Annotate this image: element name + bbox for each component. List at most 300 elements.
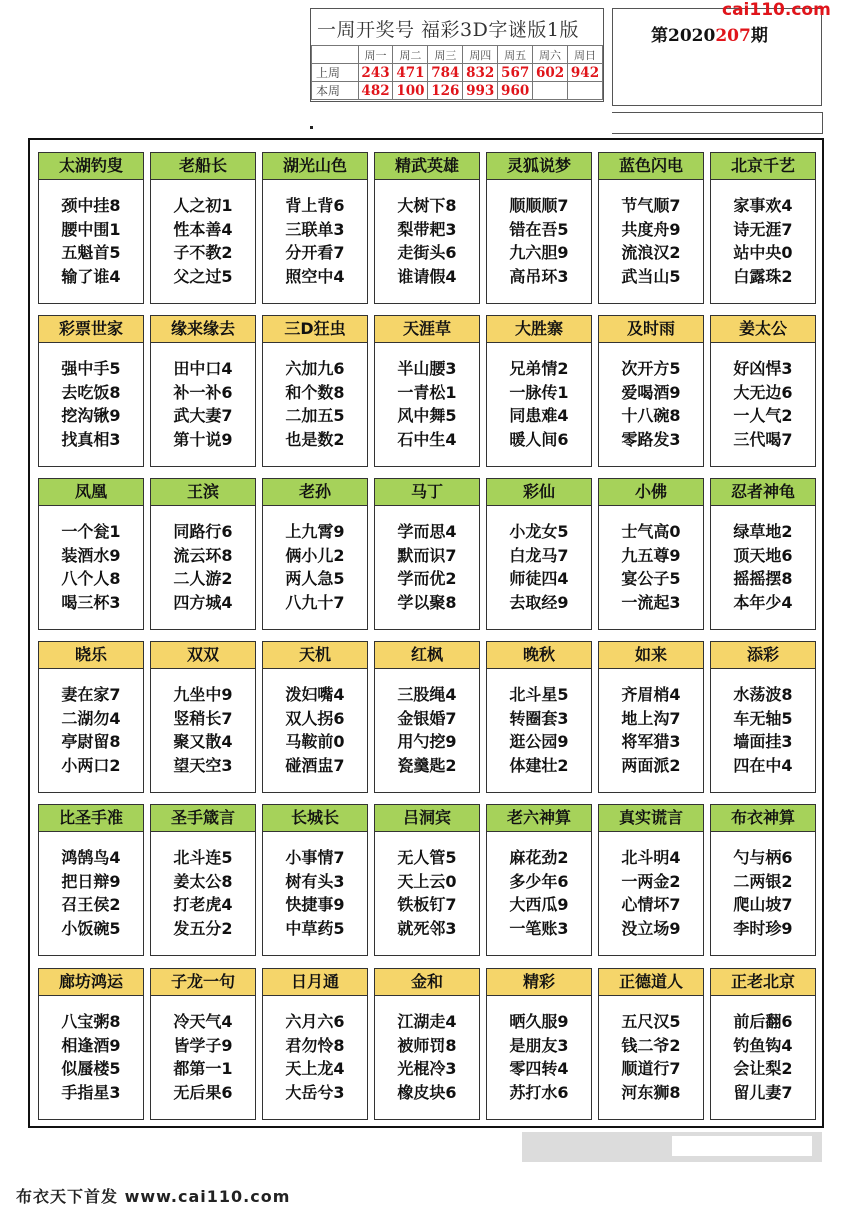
riddle-line: 打老虎4 bbox=[173, 895, 233, 914]
panel-lines bbox=[39, 832, 143, 940]
riddle-panel bbox=[262, 315, 368, 467]
panel-lines bbox=[39, 996, 143, 1104]
riddle-line: 暖人间6 bbox=[509, 429, 569, 449]
riddle-line: 和个数8 bbox=[285, 382, 345, 402]
panel-title: 真实谎言 bbox=[599, 805, 703, 832]
riddle-line: 九六胆9 bbox=[509, 243, 569, 262]
riddle-line: 父之过5 bbox=[173, 266, 233, 286]
riddle-line: 找真相3 bbox=[61, 429, 121, 449]
panel-title: 如来 bbox=[599, 642, 703, 669]
riddle-line: 装酒水9 bbox=[61, 545, 121, 565]
riddle-panel bbox=[598, 152, 704, 304]
divider-dot bbox=[310, 126, 313, 129]
riddle-line: 八个人8 bbox=[61, 569, 121, 588]
riddle-panel bbox=[150, 968, 256, 1120]
riddle-line: 北斗明4 bbox=[621, 848, 681, 867]
riddle-panel bbox=[38, 315, 144, 467]
riddle-line: 勺与柄6 bbox=[733, 848, 793, 867]
riddle-line: 顺道行7 bbox=[621, 1059, 681, 1078]
panel-title: 彩仙 bbox=[487, 479, 591, 506]
riddle-panel bbox=[374, 804, 480, 956]
panel-lines bbox=[599, 832, 703, 940]
riddle-line: 爱喝酒9 bbox=[621, 382, 681, 402]
riddle-line: 三联单3 bbox=[285, 219, 345, 239]
riddle-line: 性本善4 bbox=[173, 219, 233, 239]
bottom-bar-slot bbox=[672, 1136, 812, 1156]
riddle-line: 八宝粥8 bbox=[61, 1012, 121, 1031]
riddle-line: 强中手5 bbox=[61, 359, 121, 378]
riddle-line: 爬山坡7 bbox=[733, 895, 793, 914]
riddle-line: 挖沟锹9 bbox=[61, 406, 121, 425]
riddle-line: 北斗星5 bbox=[509, 685, 569, 704]
riddle-panel bbox=[150, 315, 256, 467]
riddle-line: 大无边6 bbox=[733, 382, 793, 402]
panel-title: 正德道人 bbox=[599, 969, 703, 996]
riddle-line: 会让梨2 bbox=[733, 1059, 793, 1078]
panel-lines bbox=[711, 832, 815, 940]
riddle-panel bbox=[38, 641, 144, 793]
riddle-panel bbox=[262, 641, 368, 793]
panel-title: 老船长 bbox=[151, 153, 255, 180]
draw-number: 100 bbox=[393, 82, 428, 100]
riddle-line: 九五尊9 bbox=[621, 545, 681, 565]
panel-title: 子龙一句 bbox=[151, 969, 255, 996]
riddle-line: 五魁首5 bbox=[61, 243, 121, 262]
draw-number bbox=[533, 82, 568, 100]
riddle-line: 补一补6 bbox=[173, 382, 233, 402]
riddle-panel bbox=[262, 478, 368, 630]
riddle-line: 晒久服9 bbox=[509, 1012, 569, 1031]
day-header: 周二 bbox=[393, 46, 428, 64]
riddle-panel bbox=[598, 968, 704, 1120]
riddle-line: 站中央0 bbox=[733, 243, 793, 262]
draw-number: 482 bbox=[358, 82, 393, 100]
riddle-line: 橡皮块6 bbox=[397, 1082, 457, 1102]
riddle-panel bbox=[486, 315, 592, 467]
panel-title: 老孙 bbox=[263, 479, 367, 506]
riddle-panel bbox=[710, 968, 816, 1120]
issue-label bbox=[651, 21, 768, 46]
riddle-panel bbox=[710, 478, 816, 630]
draw-number: 567 bbox=[498, 64, 533, 82]
riddle-grid bbox=[28, 138, 824, 1128]
panel-title: 小佛 bbox=[599, 479, 703, 506]
riddle-line: 喝三杯3 bbox=[61, 592, 121, 612]
riddle-line: 体建壮2 bbox=[509, 755, 569, 775]
riddle-line: 都第一1 bbox=[173, 1059, 233, 1078]
issue-box bbox=[612, 8, 822, 106]
riddle-line: 李时珍9 bbox=[733, 918, 793, 938]
riddle-line: 本年少4 bbox=[733, 592, 793, 612]
riddle-line: 君勿怜8 bbox=[285, 1035, 345, 1055]
draw-number: 243 bbox=[358, 64, 393, 82]
riddle-line: 顶天地6 bbox=[733, 545, 793, 565]
panel-title: 姜太公 bbox=[711, 316, 815, 343]
riddle-line: 子不教2 bbox=[173, 243, 233, 262]
riddle-line: 姜太公8 bbox=[173, 871, 233, 891]
riddle-line: 一脉传1 bbox=[509, 382, 569, 402]
panel-title: 圣手箴言 bbox=[151, 805, 255, 832]
riddle-line: 妻在家7 bbox=[61, 685, 121, 704]
riddle-line: 半山腰3 bbox=[397, 359, 457, 378]
panel-lines bbox=[263, 343, 367, 451]
day-header: 周三 bbox=[428, 46, 463, 64]
riddle-line: 把日辩9 bbox=[61, 871, 121, 891]
riddle-line: 双人拐6 bbox=[285, 708, 345, 728]
riddle-line: 十八碗8 bbox=[621, 406, 681, 425]
panel-lines bbox=[487, 996, 591, 1104]
riddle-line: 六月六6 bbox=[285, 1012, 345, 1031]
riddle-line: 无人管5 bbox=[397, 848, 457, 867]
panel-lines bbox=[375, 343, 479, 451]
panel-title: 日月通 bbox=[263, 969, 367, 996]
panel-title: 红枫 bbox=[375, 642, 479, 669]
panel-lines bbox=[487, 506, 591, 614]
riddle-line: 武大妻7 bbox=[173, 406, 233, 425]
riddle-line: 北斗连5 bbox=[173, 848, 233, 867]
panel-lines bbox=[487, 180, 591, 288]
panel-lines bbox=[151, 506, 255, 614]
panel-lines bbox=[39, 506, 143, 614]
riddle-line: 亭尉留8 bbox=[61, 732, 121, 751]
panel-title: 比圣手准 bbox=[39, 805, 143, 832]
days-row bbox=[312, 46, 603, 64]
riddle-line: 零四转4 bbox=[509, 1059, 569, 1078]
panel-lines bbox=[375, 832, 479, 940]
riddle-panel bbox=[598, 641, 704, 793]
riddle-line: 节气顺7 bbox=[621, 196, 681, 215]
draw-number: 602 bbox=[533, 64, 568, 82]
riddle-line: 输了谁4 bbox=[61, 266, 121, 286]
riddle-line: 发五分2 bbox=[173, 918, 233, 938]
panel-lines bbox=[711, 343, 815, 451]
last-week-label: 上周 bbox=[312, 64, 359, 82]
panel-title: 忍者神龟 bbox=[711, 479, 815, 506]
issue-suffix: 期 bbox=[750, 26, 768, 46]
riddle-line: 师徒四4 bbox=[509, 569, 569, 588]
riddle-line: 转圈套3 bbox=[509, 708, 569, 728]
riddle-line: 一个瓮1 bbox=[61, 522, 121, 541]
riddle-line: 背上背6 bbox=[285, 196, 345, 215]
riddle-panel bbox=[710, 315, 816, 467]
riddle-line: 就死邻3 bbox=[397, 918, 457, 938]
panel-title: 双双 bbox=[151, 642, 255, 669]
draw-number: 126 bbox=[428, 82, 463, 100]
panel-lines bbox=[711, 669, 815, 777]
riddle-line: 冷天气4 bbox=[173, 1012, 233, 1031]
panel-title: 精武英雄 bbox=[375, 153, 479, 180]
weekly-results-table bbox=[311, 45, 603, 100]
riddle-line: 无后果6 bbox=[173, 1082, 233, 1102]
riddle-line: 二湖勿4 bbox=[61, 708, 121, 728]
riddle-line: 河东狮8 bbox=[621, 1082, 681, 1102]
panel-title: 吕洞宾 bbox=[375, 805, 479, 832]
riddle-panel bbox=[710, 152, 816, 304]
panel-lines bbox=[375, 996, 479, 1104]
riddle-line: 天上龙4 bbox=[285, 1059, 345, 1078]
panel-lines bbox=[487, 669, 591, 777]
riddle-line: 中草药5 bbox=[285, 918, 345, 938]
riddle-line: 上九霄9 bbox=[285, 522, 345, 541]
riddle-line: 白露珠2 bbox=[733, 266, 793, 286]
riddle-line: 两面派2 bbox=[621, 755, 681, 775]
riddle-line: 大树下8 bbox=[397, 196, 457, 215]
riddle-line: 召王侯2 bbox=[61, 895, 121, 914]
panel-lines bbox=[599, 669, 703, 777]
riddle-panel bbox=[374, 641, 480, 793]
riddle-panel bbox=[598, 804, 704, 956]
last-week-row bbox=[312, 64, 603, 82]
riddle-line: 相逢酒9 bbox=[61, 1035, 121, 1055]
riddle-line: 四在中4 bbox=[733, 755, 793, 775]
this-week-row bbox=[312, 82, 603, 100]
panel-title: 三D狂虫 bbox=[263, 316, 367, 343]
panel-lines bbox=[599, 996, 703, 1104]
riddle-line: 竖稍长7 bbox=[173, 708, 233, 728]
riddle-panel bbox=[150, 152, 256, 304]
panel-lines bbox=[711, 180, 815, 288]
riddle-line: 树有头3 bbox=[285, 871, 345, 891]
day-header: 周日 bbox=[568, 46, 603, 64]
panel-lines bbox=[151, 832, 255, 940]
riddle-line: 五尺汉5 bbox=[621, 1012, 681, 1031]
riddle-line: 一笔账3 bbox=[509, 918, 569, 938]
riddle-line: 被师罚8 bbox=[397, 1035, 457, 1055]
draw-number bbox=[568, 82, 603, 100]
riddle-panel bbox=[486, 968, 592, 1120]
panel-title: 晚秋 bbox=[487, 642, 591, 669]
riddle-line: 墙面挂3 bbox=[733, 732, 793, 751]
riddle-panel bbox=[710, 804, 816, 956]
riddle-line: 光棍冷3 bbox=[397, 1059, 457, 1078]
riddle-line: 九坐中9 bbox=[173, 685, 233, 704]
panel-lines bbox=[263, 832, 367, 940]
riddle-line: 二两银2 bbox=[733, 871, 793, 891]
riddle-line: 同患难4 bbox=[509, 406, 569, 425]
riddle-line: 默而识7 bbox=[397, 545, 457, 565]
riddle-line: 望天空3 bbox=[173, 755, 233, 775]
riddle-line: 士气高0 bbox=[621, 522, 681, 541]
footer-text: 布衣天下首发 www.cai110.com bbox=[16, 1187, 291, 1206]
header-divider bbox=[612, 112, 823, 134]
panel-lines bbox=[263, 180, 367, 288]
riddle-line: 摇摇摆8 bbox=[733, 569, 793, 588]
riddle-line: 人之初1 bbox=[173, 196, 233, 215]
panel-title: 精彩 bbox=[487, 969, 591, 996]
panel-title: 太湖钓叟 bbox=[39, 153, 143, 180]
panel-title: 金和 bbox=[375, 969, 479, 996]
riddle-line: 两人急5 bbox=[285, 569, 345, 588]
riddle-line: 三代喝7 bbox=[733, 429, 793, 449]
panel-lines bbox=[375, 506, 479, 614]
riddle-panel bbox=[598, 478, 704, 630]
riddle-line: 苏打水6 bbox=[509, 1082, 569, 1102]
riddle-line: 前后翻6 bbox=[733, 1012, 793, 1031]
day-header: 周四 bbox=[463, 46, 498, 64]
riddle-panel bbox=[262, 968, 368, 1120]
riddle-panel bbox=[486, 804, 592, 956]
riddle-line: 白龙马7 bbox=[509, 545, 569, 565]
riddle-line: 齐眉梢4 bbox=[621, 685, 681, 704]
riddle-line: 多少年6 bbox=[509, 871, 569, 891]
day-header: 周六 bbox=[533, 46, 568, 64]
panel-title: 晓乐 bbox=[39, 642, 143, 669]
riddle-panel bbox=[374, 478, 480, 630]
riddle-line: 同路行6 bbox=[173, 522, 233, 541]
panel-lines bbox=[263, 996, 367, 1104]
riddle-line: 麻花劲2 bbox=[509, 848, 569, 867]
riddle-line: 水荡波8 bbox=[733, 685, 793, 704]
riddle-line: 家事欢4 bbox=[733, 196, 793, 215]
riddle-line: 马鞍前0 bbox=[285, 732, 345, 751]
riddle-line: 车无轴5 bbox=[733, 708, 793, 728]
panel-lines bbox=[599, 180, 703, 288]
riddle-line: 钓鱼钩4 bbox=[733, 1035, 793, 1055]
riddle-line: 一人气2 bbox=[733, 406, 793, 425]
riddle-line: 手指星3 bbox=[61, 1082, 121, 1102]
panel-title: 缘来缘去 bbox=[151, 316, 255, 343]
header-title: 一周开奖号 福彩3D字谜版1版 bbox=[317, 19, 579, 41]
panel-title: 老六神算 bbox=[487, 805, 591, 832]
panel-title: 天机 bbox=[263, 642, 367, 669]
riddle-line: 高吊环3 bbox=[509, 266, 569, 286]
riddle-line: 宴公子5 bbox=[621, 569, 681, 588]
panel-title: 天涯草 bbox=[375, 316, 479, 343]
panel-title: 湖光山色 bbox=[263, 153, 367, 180]
riddle-panel bbox=[374, 152, 480, 304]
riddle-line: 聚又散4 bbox=[173, 732, 233, 751]
riddle-line: 小龙女5 bbox=[509, 522, 569, 541]
panel-title: 灵狐说梦 bbox=[487, 153, 591, 180]
riddle-line: 顺顺顺7 bbox=[509, 196, 569, 215]
panel-lines bbox=[487, 343, 591, 451]
riddle-panel bbox=[598, 315, 704, 467]
riddle-line: 鸿鹄鸟4 bbox=[61, 848, 121, 867]
panel-title: 正老北京 bbox=[711, 969, 815, 996]
riddle-line: 腰中围1 bbox=[61, 219, 121, 239]
riddle-line: 江湖走4 bbox=[397, 1012, 457, 1031]
riddle-line: 一青松1 bbox=[397, 382, 457, 402]
panel-title: 廊坊鸿运 bbox=[39, 969, 143, 996]
riddle-line: 学而思4 bbox=[397, 522, 457, 541]
draw-number: 960 bbox=[498, 82, 533, 100]
riddle-panel bbox=[262, 804, 368, 956]
riddle-line: 一两金2 bbox=[621, 871, 681, 891]
panel-lines bbox=[151, 180, 255, 288]
panel-title: 凤凰 bbox=[39, 479, 143, 506]
riddle-line: 皆学子9 bbox=[173, 1035, 233, 1055]
panel-lines bbox=[375, 669, 479, 777]
riddle-line: 梨带耙3 bbox=[397, 219, 457, 239]
riddle-panel bbox=[150, 478, 256, 630]
riddle-line: 去吃饭8 bbox=[61, 382, 121, 402]
riddle-line: 将军猎3 bbox=[621, 732, 681, 751]
riddle-line: 二人游2 bbox=[173, 569, 233, 588]
panel-lines bbox=[711, 996, 815, 1104]
riddle-line: 钱二爷2 bbox=[621, 1035, 681, 1055]
riddle-line: 绿草地2 bbox=[733, 522, 793, 541]
riddle-line: 用勺挖9 bbox=[397, 732, 457, 751]
riddle-line: 是朋友3 bbox=[509, 1035, 569, 1055]
issue-prefix: 第2020 bbox=[651, 26, 716, 46]
bottom-bar bbox=[522, 1132, 822, 1162]
riddle-line: 没立场9 bbox=[621, 918, 681, 938]
panel-title: 北京千艺 bbox=[711, 153, 815, 180]
riddle-panel bbox=[38, 804, 144, 956]
panel-lines bbox=[711, 506, 815, 614]
riddle-line: 二加五5 bbox=[285, 406, 345, 425]
panel-title: 大胜寨 bbox=[487, 316, 591, 343]
riddle-panel bbox=[38, 478, 144, 630]
riddle-line: 风中舞5 bbox=[397, 406, 457, 425]
riddle-line: 瓷羹匙2 bbox=[397, 755, 457, 775]
panel-lines bbox=[263, 669, 367, 777]
panel-lines bbox=[599, 506, 703, 614]
day-header: 周五 bbox=[498, 46, 533, 64]
riddle-line: 似蜃楼5 bbox=[61, 1059, 121, 1078]
draw-number: 832 bbox=[463, 64, 498, 82]
riddle-line: 小两口2 bbox=[61, 755, 121, 775]
riddle-line: 走街头6 bbox=[397, 243, 457, 262]
riddle-line: 金银婚7 bbox=[397, 708, 457, 728]
riddle-line: 学以聚8 bbox=[397, 592, 457, 612]
riddle-panel bbox=[486, 478, 592, 630]
panel-lines bbox=[39, 669, 143, 777]
riddle-line: 流浪汉2 bbox=[621, 243, 681, 262]
draw-number: 942 bbox=[568, 64, 603, 82]
riddle-line: 碰酒盅7 bbox=[285, 755, 345, 775]
riddle-panel bbox=[38, 968, 144, 1120]
corner-cell bbox=[312, 46, 359, 64]
panel-title: 王滨 bbox=[151, 479, 255, 506]
riddle-line: 去取经9 bbox=[509, 592, 569, 612]
riddle-line: 心情坏7 bbox=[621, 895, 681, 914]
panel-lines bbox=[151, 669, 255, 777]
riddle-line: 分开看7 bbox=[285, 243, 345, 262]
riddle-line: 留儿妻7 bbox=[733, 1082, 793, 1102]
panel-title: 添彩 bbox=[711, 642, 815, 669]
riddle-line: 颈中挂8 bbox=[61, 196, 121, 215]
panel-lines bbox=[487, 832, 591, 940]
riddle-line: 学而优2 bbox=[397, 569, 457, 588]
panel-lines bbox=[263, 506, 367, 614]
draw-number: 784 bbox=[428, 64, 463, 82]
panel-title: 彩票世家 bbox=[39, 316, 143, 343]
riddle-line: 流云环8 bbox=[173, 545, 233, 565]
riddle-line: 小饭碗5 bbox=[61, 918, 121, 938]
riddle-line: 一流起3 bbox=[621, 592, 681, 612]
riddle-line: 铁板钉7 bbox=[397, 895, 457, 914]
panel-title: 及时雨 bbox=[599, 316, 703, 343]
panel-title: 布衣神算 bbox=[711, 805, 815, 832]
panel-lines bbox=[39, 180, 143, 288]
panel-lines bbox=[151, 343, 255, 451]
riddle-line: 诗无涯7 bbox=[733, 219, 793, 239]
riddle-line: 大岳兮3 bbox=[285, 1082, 345, 1102]
riddle-line: 四方城4 bbox=[173, 592, 233, 612]
riddle-panel bbox=[374, 315, 480, 467]
panel-lines bbox=[375, 180, 479, 288]
riddle-line: 次开方5 bbox=[621, 359, 681, 378]
site-name: cai110.com bbox=[722, 0, 831, 20]
riddle-line: 照空中4 bbox=[285, 266, 345, 286]
riddle-panel bbox=[486, 152, 592, 304]
panel-lines bbox=[151, 996, 255, 1104]
draw-number: 471 bbox=[393, 64, 428, 82]
riddle-line: 六加九6 bbox=[285, 359, 345, 378]
riddle-line: 零路发3 bbox=[621, 429, 681, 449]
day-header: 周一 bbox=[358, 46, 393, 64]
